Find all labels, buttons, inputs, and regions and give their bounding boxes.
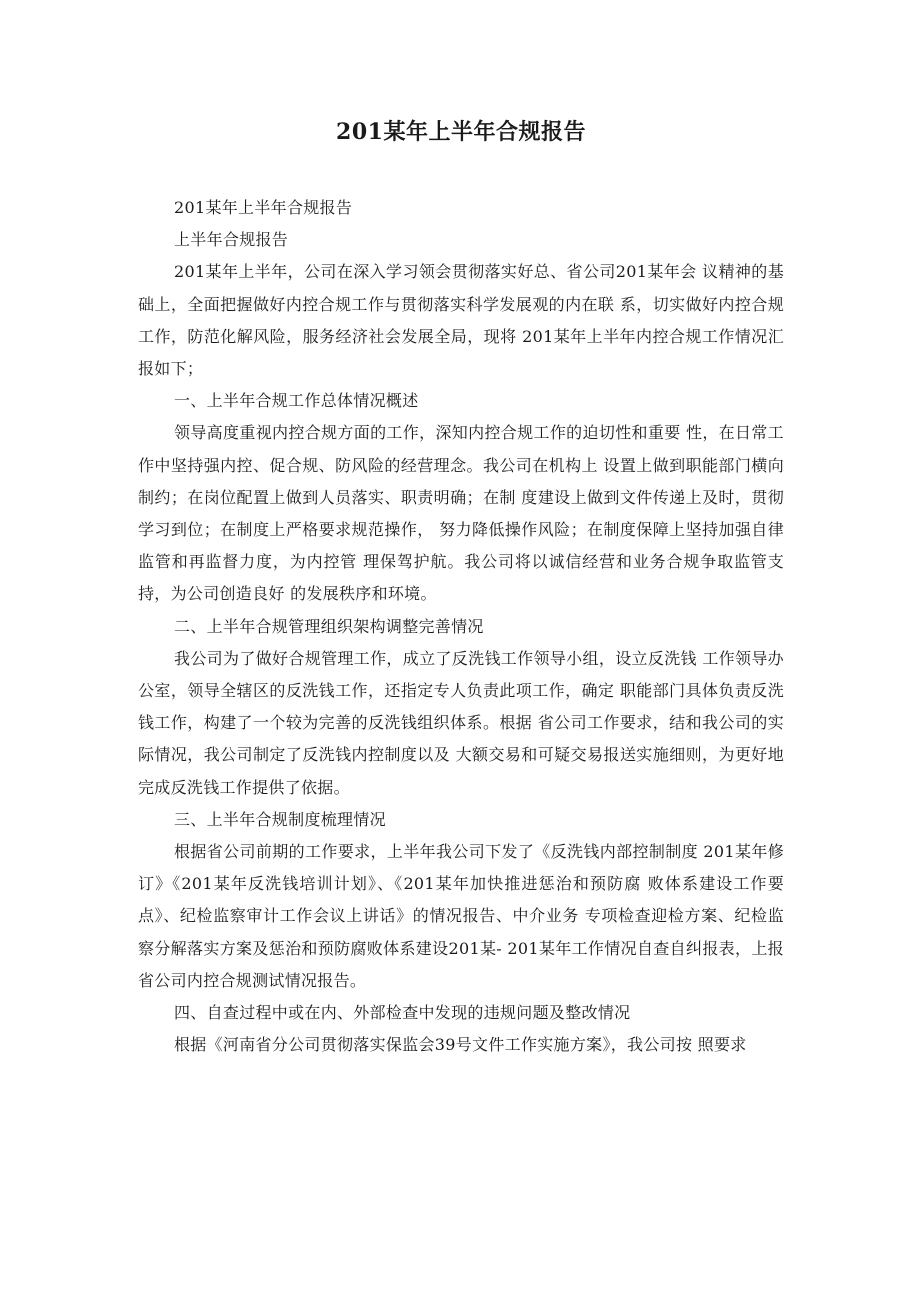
document-title: 201某年上半年合规报告 xyxy=(336,119,586,145)
paragraph-section-1: 领导高度重视内控合规方面的工作，深知内控合规工作的迫切性和重要 性，在日常工作中坚持强内控、促合规、防风险的经营理念。我公司在机构上 设置上做到职能部门横向制约；在岗位配置上做到人员落实、职责明确；在制 度建设上做到文件传递上及时，贯彻学习到位；在制度上严格要求规范操作， 努力降低操作风险；在制度保障上坚持加强自律监管和再监督力度，为内控管 理保驾护航。我公司将以诚信经营和业务合规争取监管支持，为公司创造良好 的发展秩序和环境。 xyxy=(138,423,784,604)
document-body xyxy=(138,192,784,1061)
paragraph-subtitle-2: 上半年合规报告 xyxy=(174,230,289,250)
section-heading-1: 一、上半年合规工作总体情况概述 xyxy=(174,391,419,411)
paragraph-section-2: 我公司为了做好合规管理工作，成立了反洗钱工作领导小组，设立反洗钱 工作领导办公室，领导全辖区的反洗钱工作，还指定专人负责此项工作，确定 职能部门具体负责反洗钱工作，构建了一个较为完善的反洗钱组织体系。根据 省公司工作要求，结和我公司的实际情况，我公司制定了反洗钱内控制度以及 大额交易和可疑交易报送实施细则，为更好地完成反洗钱工作提供了依据。 xyxy=(138,648,784,797)
section-heading-4: 四、自查过程中或在内、外部检查中发现的违规问题及整改情况 xyxy=(174,1003,631,1023)
paragraph-intro: 201某年上半年，公司在深入学习领会贯彻落实好总、省公司201某年会 议精神的基础上，全面把握做好内控合规工作与贯彻落实科学发展观的内在联 系，切实做好内控合规工作，防范化解风险，服务经济社会发展全局，现将 201某年上半年内控合规工作情况汇报如下； xyxy=(138,262,784,379)
section-heading-3: 三、上半年合规制度梳理情况 xyxy=(174,809,386,829)
paragraph-section-3: 根据省公司前期的工作要求，上半年我公司下发了《反洗钱内部控制制度 201某年修订》《201某年反洗钱培训计划》、《201某年加快推进惩治和预防腐 败体系建设工作要点》、纪检监察审计工作会议上讲话》的情况报告、中介业务 专项检查迎检方案、纪检监察分解落实方案及惩治和预防腐败体系建设201某- 201某年工作情况自查自纠报表，上报省公司内控合规测试情况报告。 xyxy=(138,842,784,990)
document-page xyxy=(138,0,784,1301)
paragraph-section-4: 根据《河南省分公司贯彻落实保监会39号文件工作实施方案》，我公司按 照要求 xyxy=(174,1035,747,1055)
paragraph-subtitle: 201某年上半年合规报告 xyxy=(174,198,353,217)
section-heading-2: 二、上半年合规管理组织架构调整完善情况 xyxy=(174,616,484,636)
